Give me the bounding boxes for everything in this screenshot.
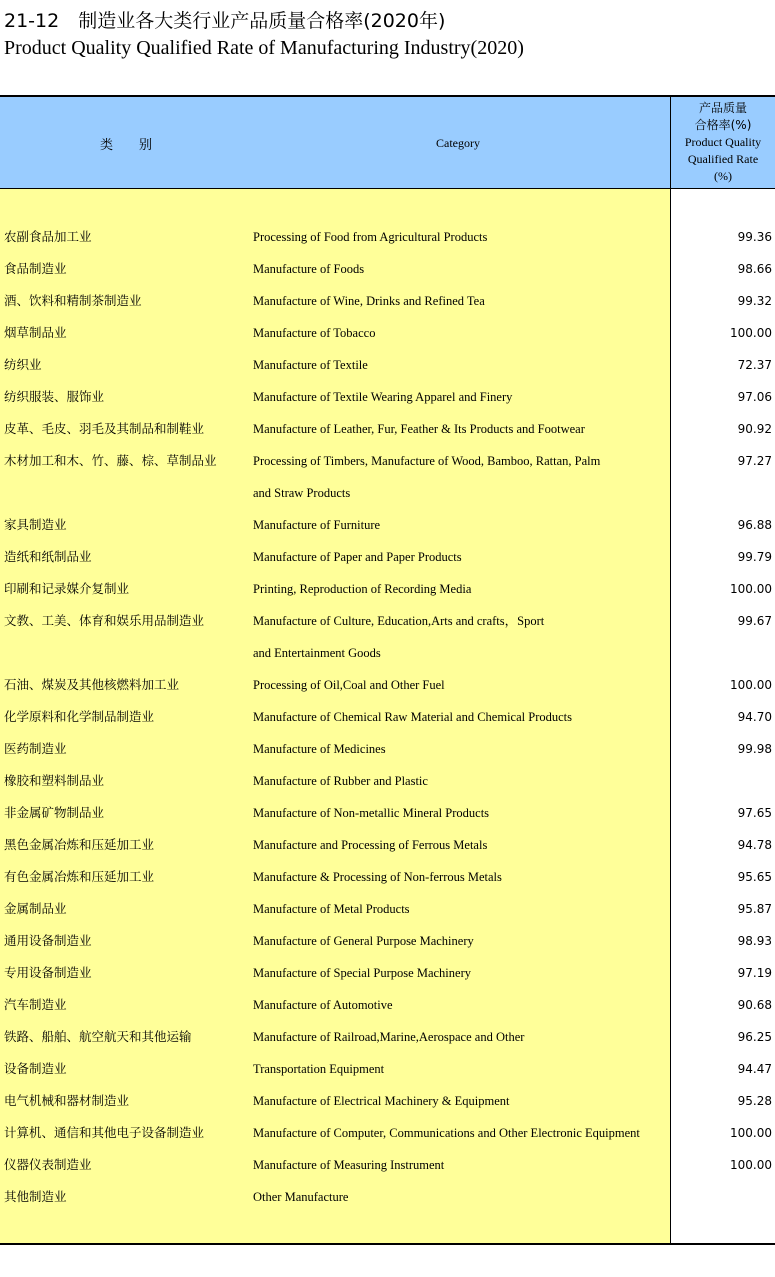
- category-en-cell: Manufacture of Paper and Paper Products: [253, 550, 462, 564]
- header-category-en: Category: [436, 136, 480, 150]
- rate-value-cell: 96.25: [737, 1030, 772, 1044]
- category-zh-cell: 仪器仪表制造业: [4, 1157, 92, 1172]
- rate-value-cell: 72.37: [737, 358, 772, 372]
- table-row: [0, 509, 775, 541]
- header-rate-line-2: 合格率(%): [694, 118, 752, 132]
- category-zh-cell: 石油、煤炭及其他核燃料加工业: [4, 677, 180, 692]
- rate-value-cell: 100.00: [730, 1158, 772, 1172]
- table-row: [0, 413, 775, 445]
- table-row: [0, 349, 775, 381]
- table-row: [0, 1117, 775, 1149]
- category-en-cell: Manufacture of Furniture: [253, 518, 381, 532]
- category-zh-cell: 印刷和记录媒介复制业: [4, 581, 130, 596]
- category-en-cell: Processing of Oil,Coal and Other Fuel: [253, 678, 445, 692]
- category-zh-cell: 化学原料和化学制品制造业: [4, 709, 155, 724]
- category-en-cell: Transportation Equipment: [253, 1062, 385, 1076]
- table-row: [0, 765, 775, 797]
- rate-value-cell: 90.68: [737, 998, 772, 1012]
- category-zh-cell: 汽车制造业: [4, 997, 67, 1012]
- category-zh-cell: 有色金属冶炼和压延加工业: [4, 869, 155, 884]
- category-en-cell: Other Manufacture: [253, 1190, 349, 1204]
- category-en-cell: Processing of Timbers, Manufacture of Wood, Bamboo, Rattan, Palm: [253, 454, 601, 468]
- category-en-cell: Printing, Reproduction of Recording Media: [253, 582, 472, 596]
- category-zh-cell: 通用设备制造业: [4, 933, 92, 948]
- rate-value-cell: 100.00: [730, 582, 772, 596]
- category-zh-cell: 设备制造业: [4, 1061, 67, 1076]
- table-title-en: Product Quality Qualified Rate of Manufacturing Industry(2020): [4, 37, 524, 59]
- rate-value-cell: 96.88: [737, 518, 772, 532]
- table-row: [0, 1053, 775, 1085]
- category-en-cell: Manufacture of Chemical Raw Material and Chemical Products: [253, 710, 572, 724]
- table-row: [0, 285, 775, 317]
- table-row: [0, 925, 775, 957]
- category-en-cell: Manufacture of Textile Wearing Apparel and Finery: [253, 390, 513, 404]
- rate-value-cell: 98.66: [737, 262, 772, 276]
- rate-value-cell: 98.93: [737, 934, 772, 948]
- category-en-cell: Manufacture of Electrical Machinery & Equipment: [253, 1094, 510, 1108]
- category-zh-cell: 造纸和纸制品业: [4, 549, 92, 564]
- category-en-cell: Manufacture of Tobacco: [253, 326, 376, 340]
- table-row: [0, 957, 775, 989]
- table-row: [0, 989, 775, 1021]
- table-title-zh: 21-12 制造业各大类行业产品质量合格率(2020年): [4, 10, 446, 32]
- header-rate-line-1: 产品质量: [698, 101, 747, 115]
- category-zh-cell: 计算机、通信和其他电子设备制造业: [4, 1125, 205, 1140]
- category-zh-cell: 酒、饮料和精制茶制造业: [4, 293, 142, 308]
- category-zh-cell: 医药制造业: [4, 741, 67, 756]
- category-en-cell: Manufacture of Foods: [253, 262, 365, 276]
- rate-value-cell: 99.36: [737, 230, 772, 244]
- header-category-zh: 类 别: [100, 138, 153, 153]
- rate-value-cell: 100.00: [730, 1126, 772, 1140]
- rate-value-cell: 95.65: [737, 870, 772, 884]
- rate-value-cell: 94.47: [737, 1062, 772, 1076]
- rate-value-cell: 97.27: [737, 454, 772, 468]
- category-en-cell: Processing of Food from Agricultural Products: [253, 230, 488, 244]
- header-rate-line-4: Qualified Rate: [687, 152, 759, 166]
- rate-value-cell: 97.65: [737, 806, 772, 820]
- category-en-cell: Manufacture of Leather, Fur, Feather & Its Products and Footwear: [253, 422, 585, 436]
- table-row: [0, 733, 775, 765]
- category-en-cell: Manufacture of Medicines: [253, 742, 386, 756]
- rate-value-cell: 95.87: [737, 902, 772, 916]
- category-zh-cell: 黑色金属冶炼和压延加工业: [4, 837, 155, 852]
- category-en-cell: Manufacture of Computer, Communications and Other Electronic Equipment: [253, 1126, 640, 1140]
- category-zh-cell: 金属制品业: [4, 901, 67, 916]
- category-en-cell: Manufacture of Automotive: [253, 998, 393, 1012]
- rate-value-cell: 90.92: [737, 422, 772, 436]
- category-en-cell: Manufacture of Wine, Drinks and Refined Tea: [253, 294, 485, 308]
- category-zh-cell: 非金属矿物制品业: [4, 805, 105, 820]
- category-en-cell: Manufacture of Textile: [253, 358, 368, 372]
- category-en-cell: Manufacture and Processing of Ferrous Metals: [253, 838, 488, 852]
- table-row: [0, 381, 775, 413]
- header-rate-line-5: (%): [714, 169, 732, 183]
- header-rate-line-3: Product Quality: [684, 135, 762, 149]
- category-zh-cell: 木材加工和木、竹、藤、棕、草制品业: [4, 453, 217, 468]
- rate-value-cell: 100.00: [730, 326, 772, 340]
- rate-value-cell: 99.98: [737, 742, 772, 756]
- category-zh-cell: 橡胶和塑料制品业: [4, 773, 105, 788]
- category-en-cell: Manufacture of Culture, Education,Arts and crafts，Sport: [253, 614, 545, 628]
- table-row: [0, 221, 775, 253]
- category-zh-cell: 皮革、毛皮、羽毛及其制品和制鞋业: [4, 421, 205, 436]
- rate-value-cell: 99.32: [737, 294, 772, 308]
- table-row: [0, 1085, 775, 1117]
- category-zh-cell: 纺织服装、服饰业: [4, 389, 105, 404]
- rate-value-cell: 95.28: [737, 1094, 772, 1108]
- category-zh-cell: 食品制造业: [4, 261, 67, 276]
- table-row: [0, 1149, 775, 1181]
- category-en-cell: Manufacture of Non-metallic Mineral Products: [253, 806, 490, 820]
- table-row: [0, 637, 775, 669]
- category-zh-cell: 农副食品加工业: [4, 229, 92, 244]
- table-row: [0, 861, 775, 893]
- rate-value-cell: 94.78: [737, 838, 772, 852]
- table-row: [0, 669, 775, 701]
- table-row: [0, 477, 775, 509]
- table-row: [0, 797, 775, 829]
- category-zh-cell: 电气机械和器材制造业: [4, 1093, 130, 1108]
- table-row: [0, 605, 775, 637]
- category-en-cell: and Straw Products: [253, 486, 351, 500]
- rate-value-cell: 97.19: [737, 966, 772, 980]
- table-row: [0, 701, 775, 733]
- table-row: [0, 253, 775, 285]
- category-zh-cell: 烟草制品业: [4, 325, 67, 340]
- rate-value-cell: 100.00: [730, 678, 772, 692]
- category-en-cell: Manufacture & Processing of Non-ferrous Metals: [253, 870, 502, 884]
- category-zh-cell: 专用设备制造业: [4, 965, 92, 980]
- rate-value-cell: 99.79: [737, 550, 772, 564]
- table-row: [0, 573, 775, 605]
- category-zh-cell: 文教、工美、体育和娱乐用品制造业: [4, 613, 205, 628]
- category-zh-cell: 铁路、船舶、航空航天和其他运输: [4, 1029, 192, 1044]
- category-zh-cell: 纺织业: [4, 357, 42, 372]
- category-zh-cell: 家具制造业: [4, 517, 67, 532]
- table-row: [0, 317, 775, 349]
- bottom-rule: [0, 1243, 775, 1245]
- rate-value-cell: 97.06: [737, 390, 772, 404]
- category-en-cell: Manufacture of General Purpose Machinery: [253, 934, 474, 948]
- table-row: [0, 1181, 775, 1213]
- rate-value-cell: 94.70: [737, 710, 772, 724]
- category-en-cell: Manufacture of Special Purpose Machinery: [253, 966, 471, 980]
- category-en-cell: Manufacture of Railroad,Marine,Aerospace and Other: [253, 1030, 525, 1044]
- category-en-cell: and Entertainment Goods: [253, 646, 381, 660]
- category-en-cell: Manufacture of Measuring Instrument: [253, 1158, 445, 1172]
- category-en-cell: Manufacture of Rubber and Plastic: [253, 774, 428, 788]
- table-row: [0, 893, 775, 925]
- table-row: [0, 829, 775, 861]
- table-row: [0, 445, 775, 477]
- table-row: [0, 541, 775, 573]
- category-zh-cell: 其他制造业: [4, 1189, 67, 1204]
- table-row: [0, 1021, 775, 1053]
- header-rate: [671, 100, 775, 185]
- rate-value-cell: 99.67: [737, 614, 772, 628]
- category-en-cell: Manufacture of Metal Products: [253, 902, 410, 916]
